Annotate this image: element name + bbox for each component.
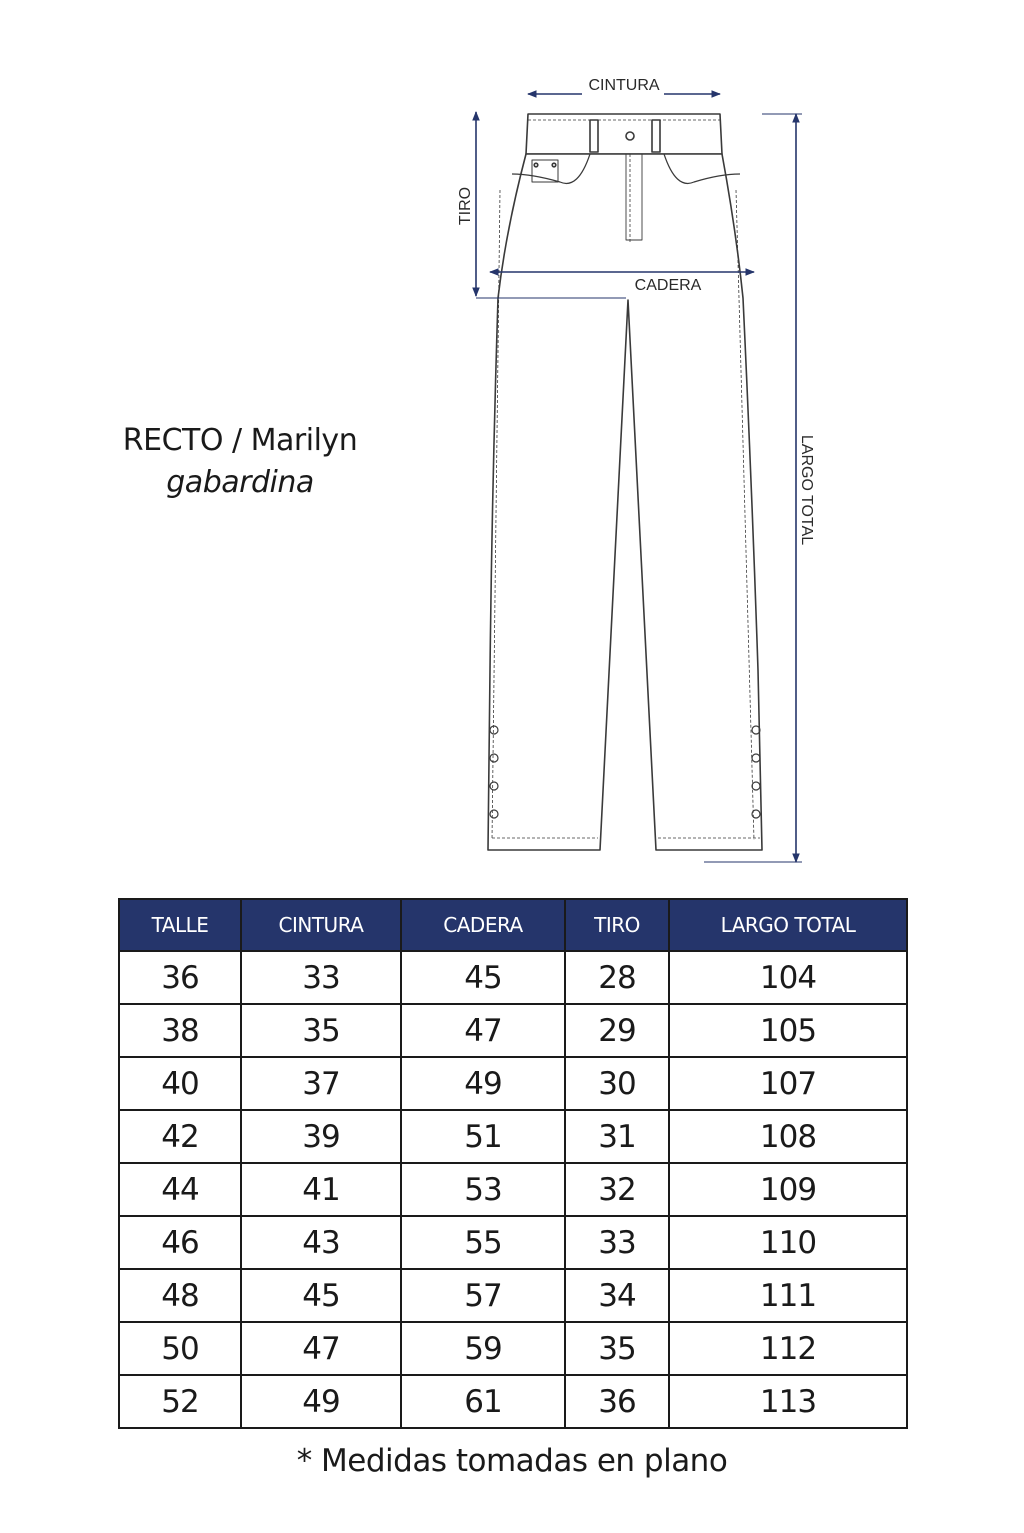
product-title <box>100 420 380 504</box>
belt-loop-right <box>652 120 660 152</box>
cell-cintura: 35 <box>241 1004 401 1057</box>
cell-talle: 46 <box>119 1216 241 1269</box>
cell-tiro: 28 <box>565 951 669 1004</box>
pants-drawing <box>488 114 762 850</box>
cell-cintura: 33 <box>241 951 401 1004</box>
belt-loop-left <box>590 120 598 152</box>
cell-cadera: 53 <box>401 1163 565 1216</box>
pants-outline <box>488 154 762 850</box>
cell-cintura: 49 <box>241 1375 401 1428</box>
product-fabric: gabardina <box>166 465 314 500</box>
table-row <box>119 1375 907 1428</box>
rise-label: TIRO <box>457 186 474 226</box>
header-largo-total: LARGO TOTAL <box>669 899 907 951</box>
table-row <box>119 1057 907 1110</box>
cell-cadera: 45 <box>401 951 565 1004</box>
header-tiro: TIRO <box>565 899 669 951</box>
cell-largo-total: 113 <box>669 1375 907 1428</box>
cell-largo-total: 110 <box>669 1216 907 1269</box>
cell-cintura: 37 <box>241 1057 401 1110</box>
cell-cadera: 47 <box>401 1004 565 1057</box>
cell-largo-total: 108 <box>669 1110 907 1163</box>
cell-tiro: 35 <box>565 1322 669 1375</box>
cell-talle: 50 <box>119 1322 241 1375</box>
cell-cintura: 41 <box>241 1163 401 1216</box>
cell-talle: 38 <box>119 1004 241 1057</box>
cell-largo-total: 109 <box>669 1163 907 1216</box>
cell-talle: 48 <box>119 1269 241 1322</box>
cell-talle: 42 <box>119 1110 241 1163</box>
hip-label: CADERA <box>634 277 702 294</box>
table-row <box>119 1110 907 1163</box>
cell-tiro: 33 <box>565 1216 669 1269</box>
cell-largo-total: 105 <box>669 1004 907 1057</box>
header-talle: TALLE <box>119 899 241 951</box>
cell-tiro: 30 <box>565 1057 669 1110</box>
size-table <box>118 898 908 1429</box>
cell-cadera: 55 <box>401 1216 565 1269</box>
cell-largo-total: 104 <box>669 951 907 1004</box>
pants-measurement-diagram <box>440 70 840 870</box>
cell-cintura: 39 <box>241 1110 401 1163</box>
waist-label: CINTURA <box>588 77 660 94</box>
cell-largo-total: 111 <box>669 1269 907 1322</box>
product-name: RECTO / Marilyn <box>122 423 358 458</box>
table-header-row <box>119 899 907 951</box>
cell-talle: 36 <box>119 951 241 1004</box>
cell-cadera: 51 <box>401 1110 565 1163</box>
cell-tiro: 29 <box>565 1004 669 1057</box>
cell-cintura: 45 <box>241 1269 401 1322</box>
table-row <box>119 951 907 1004</box>
cell-cadera: 57 <box>401 1269 565 1322</box>
header-cadera: CADERA <box>401 899 565 951</box>
cell-talle: 52 <box>119 1375 241 1428</box>
cell-cintura: 47 <box>241 1322 401 1375</box>
cell-tiro: 34 <box>565 1269 669 1322</box>
cell-talle: 40 <box>119 1057 241 1110</box>
cell-cadera: 49 <box>401 1057 565 1110</box>
table-row <box>119 1163 907 1216</box>
table-row <box>119 1004 907 1057</box>
cell-tiro: 31 <box>565 1110 669 1163</box>
cell-cadera: 61 <box>401 1375 565 1428</box>
cell-cintura: 43 <box>241 1216 401 1269</box>
table-row <box>119 1269 907 1322</box>
header-cintura: CINTURA <box>241 899 401 951</box>
cell-tiro: 36 <box>565 1375 669 1428</box>
cell-largo-total: 112 <box>669 1322 907 1375</box>
cell-cadera: 59 <box>401 1322 565 1375</box>
cell-talle: 44 <box>119 1163 241 1216</box>
cell-tiro: 32 <box>565 1163 669 1216</box>
table-row <box>119 1216 907 1269</box>
table-row <box>119 1322 907 1375</box>
length-label: LARGO TOTAL <box>798 434 815 546</box>
cell-largo-total: 107 <box>669 1057 907 1110</box>
footnote: * Medidas tomadas en plano <box>296 1443 728 1479</box>
